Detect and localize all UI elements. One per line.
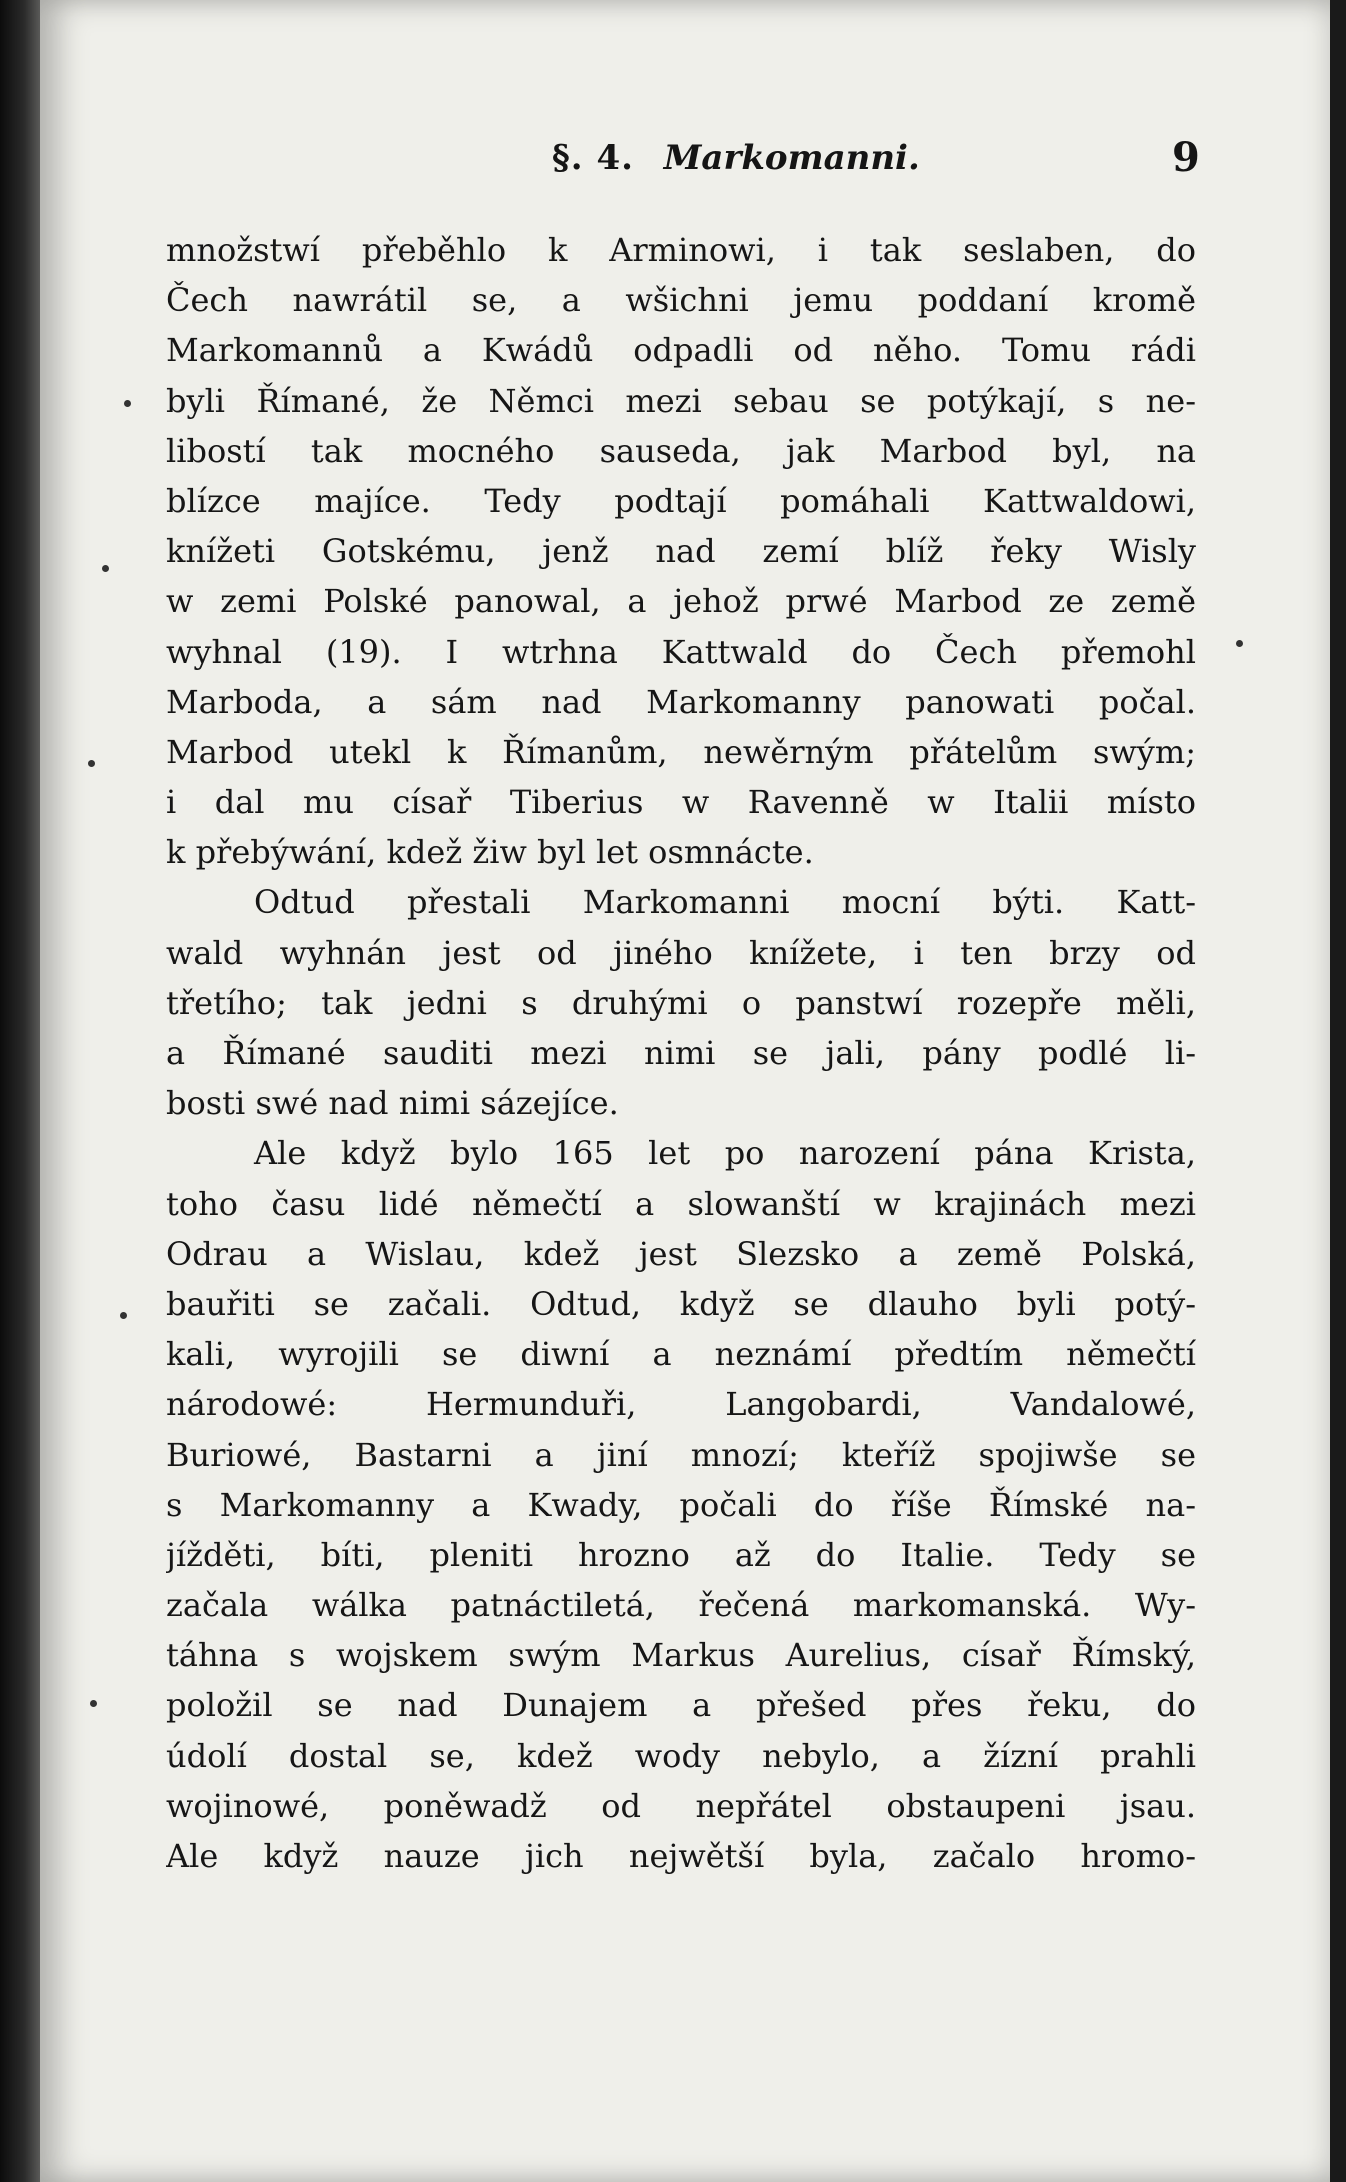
text-line: Ale když nauze jich nejwětší byla, začalo hromo- (166, 1837, 1196, 1875)
text-line: bauřiti se začali. Odtud, když se dlauho byli potý- (166, 1284, 1196, 1323)
text-line: Odrau a Wislau, kdež jest Slezsko a země Polská, (166, 1234, 1196, 1273)
text-line: libostí tak mocného sauseda, jak Marbod byl, na (166, 431, 1196, 470)
speck (120, 1312, 127, 1319)
text-line: začala wálka patnáctiletá, řečená markomanská. Wy- (166, 1586, 1196, 1625)
text-line: wojinowé, poněwadž od nepřátel obstaupeni jsau. (166, 1786, 1196, 1825)
speck (88, 760, 95, 767)
text-line: Odtud přestali Markomanni mocní býti. Katt- (254, 883, 1196, 922)
text-line: položil se nad Dunajem a přešed přes řeku, do (166, 1686, 1196, 1725)
text-line: wyhnal (19). I wtrhna Kattwald do Čech přemohl (166, 632, 1196, 671)
text-line: kali, wyrojili se diwní a neznámí předtím němečtí (166, 1335, 1196, 1374)
text-line: wald wyhnán jest od jiného knížete, i ten brzy od (166, 933, 1196, 972)
speck (1236, 640, 1243, 647)
book-page (40, 0, 1330, 2182)
text-line: Ale když bylo 165 let po narození pána Krista, (254, 1134, 1196, 1173)
text-line: Čech nawrátil se, a wšichni jemu poddaní kromě (166, 281, 1196, 320)
text-line: údolí dostal se, kdež wody nebylo, a žízní prahli (166, 1736, 1196, 1775)
text-line: byli Římané, že Němci mezi sebau se potýkají, s ne- (166, 381, 1196, 420)
text-line: jížděti, bíti, pleniti hrozno až do Italie. Tedy se (166, 1535, 1196, 1574)
section-mark: §. 4. (552, 138, 634, 178)
text-line: táhna s wojskem swým Markus Aurelius, císař Římský, (166, 1636, 1196, 1675)
text-line: množstwí přeběhlo k Arminowi, i tak seslaben, do (166, 231, 1196, 269)
page-number: 9 (1172, 134, 1200, 181)
text-line: k přebýwání, kdež žiw byl let osmnácte. (166, 833, 814, 872)
text-line: i dal mu císař Tiberius w Ravenně w Italii místo (166, 783, 1196, 822)
text-line: Marboda, a sám nad Markomanny panowati počal. (166, 682, 1196, 721)
body-text (166, 225, 1196, 1881)
text-line: národowé: Hermunduři, Langobardi, Vandalowé, (166, 1385, 1196, 1424)
text-line: w zemi Polské panowal, a jehož prwé Marbod ze země (166, 582, 1196, 621)
speck (90, 1700, 97, 1707)
text-line: bosti swé nad nimi sázejíce. (166, 1084, 619, 1123)
text-line: Markomannů a Kwádů odpadli od něho. Tomu rádi (166, 331, 1196, 370)
text-line: knížeti Gotskému, jenž nad zemí blíž řeky Wisly (166, 532, 1196, 571)
chapter-title: Markomanni. (663, 138, 920, 178)
text-line: blízce majíce. Tedy podtají pomáhali Kattwaldowi, (166, 481, 1196, 520)
text-line: s Markomanny a Kwady, počali do říše Římské na- (166, 1485, 1196, 1524)
text-line: třetího; tak jedni s druhými o panstwí rozepře měli, (166, 983, 1196, 1022)
text-line: Marbod utekl k Římanům, newěrným přátelům swým; (166, 732, 1196, 771)
text-line: Buriowé, Bastarni a jiní mnozí; kteříž spojiwše se (166, 1435, 1196, 1474)
page-header (40, 130, 1330, 190)
speck (102, 565, 109, 572)
speck (124, 400, 131, 407)
scan-dark-edge (0, 0, 40, 2182)
text-line: a Římané sauditi mezi nimi se jali, pány podlé li- (166, 1034, 1196, 1072)
running-head (552, 138, 920, 178)
text-line: toho času lidé němečtí a slowanští w krajinách mezi (166, 1184, 1196, 1223)
